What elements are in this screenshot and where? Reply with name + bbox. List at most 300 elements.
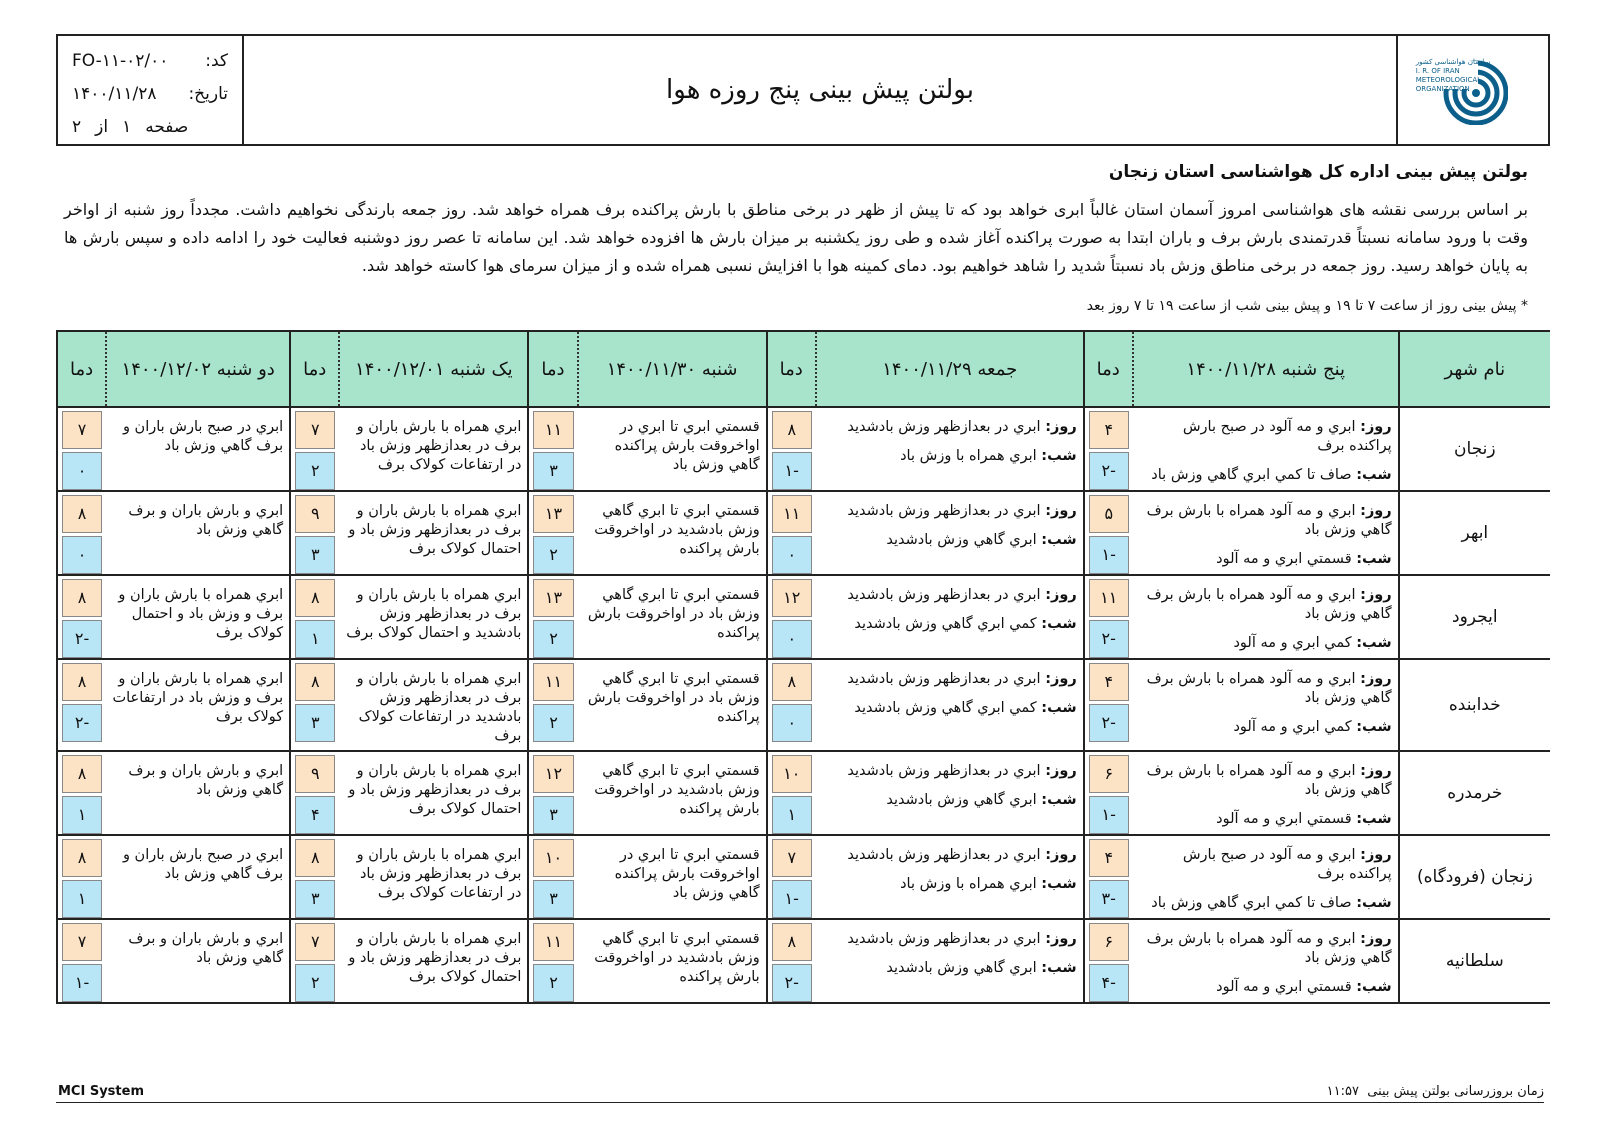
city-name: ايجرود [1399, 575, 1550, 659]
day-forecast [1139, 846, 1392, 884]
night-text: ابري همراه با وزش باد [900, 876, 1037, 892]
temperature-box [529, 920, 577, 1002]
bulletin-header [56, 34, 1550, 146]
max-temp: ۴ [1089, 663, 1129, 701]
forecast-description [339, 835, 528, 919]
night-label: شب: [1356, 551, 1392, 567]
forecast-text: ابري همراه با بارش باران و برف در بعدازظهر وزش بادشديد و احتمال كولاک برف [346, 587, 522, 641]
min-temp: ۱ [62, 796, 102, 834]
table-row [57, 919, 1550, 1003]
max-temp: ۸ [62, 755, 102, 793]
night-text: ابري گاهي وزش بادشديد [886, 792, 1037, 808]
table-row [57, 751, 1550, 835]
forecast-description [816, 751, 1084, 835]
max-temp: ۱۱ [772, 495, 812, 533]
city-name: زنجان (فرودگاه) [1399, 835, 1550, 919]
forecast-description [1133, 407, 1399, 491]
min-temp: -۱ [1089, 536, 1129, 574]
day-text: ابري در بعدازظهر وزش بادشديد [847, 847, 1041, 863]
max-temp: ۸ [772, 663, 812, 701]
temperature-cell [1084, 919, 1133, 1003]
max-temp: ۱۳ [533, 495, 573, 533]
temperature-box [1085, 836, 1133, 918]
temperature-box [58, 752, 106, 834]
day-label: روز: [1360, 847, 1392, 863]
temperature-box [58, 920, 106, 1002]
forecast-text: قسمتي ابري تا ابري گاهي وزش بادشديد در اواخروقت بارش پراکنده [594, 503, 760, 557]
city-name: خدابنده [1399, 659, 1550, 751]
forecast-description [1133, 835, 1399, 919]
min-temp: ۱ [62, 880, 102, 918]
max-temp: ۷ [62, 411, 102, 449]
forecast-text: قسمتي ابري تا ابري در اواخروقت بارش پراکنده گاهي وزش باد [614, 847, 760, 901]
max-temp: ۸ [62, 579, 102, 617]
day-label: روز: [1360, 503, 1392, 519]
temperature-cell [57, 919, 106, 1003]
city-name: خرمدره [1399, 751, 1550, 835]
temperature-box [58, 836, 106, 918]
min-temp: ۳ [295, 536, 335, 574]
night-forecast [822, 447, 1077, 466]
temperature-box [1085, 408, 1133, 490]
max-temp: ۷ [295, 411, 335, 449]
max-temp: ۵ [1089, 495, 1129, 533]
night-label: شب: [1041, 532, 1077, 548]
temperature-box [291, 576, 339, 658]
night-label: شب: [1356, 979, 1392, 995]
max-temp: ۷ [295, 923, 335, 961]
table-row [57, 491, 1550, 575]
forecast-summary: بر اساس بررسی نقشه های هواشناسی امروز آسمان استان غالباً ابری خواهد بود که تا پیش از ظهر در برخی مناطق با بارش پراکنده برف همراه خواهد شد. روز جمعه بارندگی نخواهیم داشت. مجدداً روز شنبه از اواخر وقت با ورود سامانه نسبتاً قدرتمندی بارش برف و باران ابتدا به صورت پراکنده آغاز شده و طی روز یکشنبه بر میزان بارش ها افزوده خواهد شد. این سامانه تا عصر روز دوشنبه فعالیت خود را ادامه داده و سپس بارش ها به پایان خواهد رسید. روز جمعه در برخی مناطق وزش باد نسبتاً شدید را شاهد خواهیم بود. دمای کمینه هوا با افزایش نسبی همراه شده و از میزان سرمای هوا کاسته خواهد شد. [64, 200, 1528, 275]
temperature-box [58, 576, 106, 658]
day-column-header: یک شنبه ۱۴۰۰/۱۲/۰۱ [339, 331, 528, 407]
temperature-box [529, 492, 577, 574]
night-forecast [1139, 894, 1392, 913]
temperature-cell [767, 835, 816, 919]
max-temp: ۱۱ [533, 663, 573, 701]
temperature-box [291, 752, 339, 834]
page-of: از [95, 116, 109, 137]
min-temp: ۳ [533, 452, 573, 490]
day-label: روز: [1360, 587, 1392, 603]
temp-column-header: دما [1084, 331, 1133, 407]
forecast-text: ابري همراه با بارش باران و برف و وزش باد در ارتفاعات كولاک برف [112, 671, 284, 725]
max-temp: ۷ [62, 923, 102, 961]
forecast-text: ابري همراه با بارش باران و برف در بعدازظهر وزش باد و احتمال کولاک برف [348, 931, 522, 985]
night-text: كمي ابري و مه آلود [1233, 635, 1352, 651]
temperature-cell [528, 575, 577, 659]
forecast-text: قسمتي ابري تا ابري گاهي وزش باد در اواخروقت بارش پراکنده [587, 671, 760, 725]
night-forecast [1139, 810, 1392, 829]
temperature-cell [57, 751, 106, 835]
temperature-cell [290, 491, 339, 575]
temperature-cell [528, 919, 577, 1003]
logo-line: METEOROLOGICAL [1415, 76, 1482, 84]
forecast-description [578, 659, 767, 751]
min-temp: ۱ [295, 620, 335, 658]
forecast-table [56, 330, 1550, 1004]
footer-system: MCI System [58, 1084, 144, 1099]
night-label: شب: [1041, 792, 1077, 808]
night-text: صاف تا كمي ابري گاهي وزش باد [1151, 895, 1352, 911]
day-label: روز: [1045, 763, 1077, 779]
temperature-box [1085, 660, 1133, 742]
night-text: قسمتي ابري و مه آلود [1216, 811, 1352, 827]
min-temp: ۲ [295, 964, 335, 1002]
max-temp: ۸ [772, 923, 812, 961]
max-temp: ۴ [1089, 411, 1129, 449]
bulletin-subtitle: بولتن پیش بینی اداره کل هواشناسی استان زنجان [1108, 162, 1528, 182]
table-row [57, 835, 1550, 919]
temp-column-header: دما [57, 331, 106, 407]
day-text: ابري در بعدازظهر وزش بادشديد [847, 587, 1041, 603]
night-text: كمي ابري و مه آلود [1233, 719, 1352, 735]
temperature-cell [767, 491, 816, 575]
day-text: ابري و مه آلود همراه با بارش برف گاهي وزش باد [1146, 763, 1392, 798]
logo-line: ORGANIZATION [1415, 85, 1470, 93]
min-temp: -۲ [62, 620, 102, 658]
temperature-box [291, 408, 339, 490]
city-name: ابهر [1399, 491, 1550, 575]
page-number: ۱ [122, 116, 132, 137]
day-label: روز: [1045, 503, 1077, 519]
temp-column-header: دما [528, 331, 577, 407]
city-name: سلطانيه [1399, 919, 1550, 1003]
min-temp: ۰ [62, 536, 102, 574]
forecast-description [106, 919, 290, 1003]
temperature-box [58, 660, 106, 742]
forecast-text: قسمتي ابري تا ابري گاهي وزش بادشديد در اواخروقت بارش پراکنده [594, 931, 760, 985]
max-temp: ۱۰ [772, 755, 812, 793]
max-temp: ۱۱ [1089, 579, 1129, 617]
max-temp: ۸ [295, 579, 335, 617]
temperature-cell [290, 407, 339, 491]
forecast-description [1133, 919, 1399, 1003]
max-temp: ۸ [295, 663, 335, 701]
forecast-description [816, 407, 1084, 491]
temperature-cell [528, 491, 577, 575]
header-meta [58, 36, 244, 144]
day-forecast [1139, 586, 1392, 624]
forecast-description [106, 407, 290, 491]
forecast-description [578, 835, 767, 919]
temperature-box [768, 660, 816, 742]
night-forecast [822, 615, 1077, 634]
temperature-cell [528, 751, 577, 835]
forecast-description [1133, 659, 1399, 751]
forecast-description [106, 491, 290, 575]
temperature-cell [1084, 659, 1133, 751]
temperature-box [529, 752, 577, 834]
update-time: ۱۱:۵۷ [1326, 1084, 1359, 1099]
max-temp: ۷ [772, 839, 812, 877]
max-temp: ۱۱ [533, 923, 573, 961]
forecast-description [578, 919, 767, 1003]
temperature-cell [767, 919, 816, 1003]
forecast-description [339, 407, 528, 491]
night-forecast [1139, 550, 1392, 569]
logo-text [1416, 58, 1491, 94]
max-temp: ۸ [772, 411, 812, 449]
min-temp: ۳ [295, 704, 335, 742]
temperature-cell [528, 407, 577, 491]
forecast-text: ابري و بارش باران و برف گاهي وزش باد [128, 503, 284, 538]
night-label: شب: [1041, 616, 1077, 632]
temperature-cell [290, 835, 339, 919]
temperature-cell [767, 407, 816, 491]
page-indicator [72, 117, 188, 137]
forecast-text: ابري همراه با بارش باران و برف در بعدازظهر وزش باد و احتمال کولاک برف [348, 763, 522, 817]
forecast-text: ابري و بارش باران و برف گاهي وزش باد [128, 763, 284, 798]
night-forecast [822, 959, 1077, 978]
day-forecast [822, 418, 1077, 437]
date-label: تاریخ: [188, 83, 228, 104]
min-temp: -۲ [1089, 704, 1129, 742]
temperature-box [1085, 920, 1133, 1002]
day-text: ابري در بعدازظهر وزش بادشديد [847, 763, 1041, 779]
forecast-text: ابري همراه با بارش باران و برف در بعدازظهر وزش باد در ارتفاعات کولاک برف [356, 847, 522, 901]
max-temp: ۱۲ [772, 579, 812, 617]
city-column-header: نام شهر [1399, 331, 1550, 407]
temperature-box [768, 408, 816, 490]
temperature-box [1085, 492, 1133, 574]
day-label: روز: [1360, 763, 1392, 779]
day-text: ابري و مه آلود در صبح بارش پراکنده برف [1182, 419, 1392, 454]
page-label: صفحه [145, 116, 189, 137]
min-temp: -۲ [1089, 452, 1129, 490]
temperature-cell [528, 659, 577, 751]
night-forecast [822, 699, 1077, 718]
temperature-cell [528, 835, 577, 919]
max-temp: ۶ [1089, 755, 1129, 793]
max-temp: ۱۱ [533, 411, 573, 449]
temperature-box [529, 836, 577, 918]
min-temp: ۲ [533, 704, 573, 742]
forecast-text: قسمتي ابري تا ابري گاهي وزش بادشديد در اواخروقت بارش پراکنده [594, 763, 760, 817]
day-column-header: پنج شنبه ۱۴۰۰/۱۱/۲۸ [1133, 331, 1399, 407]
day-text: ابري و مه آلود همراه با بارش برف گاهي وزش باد [1146, 931, 1392, 966]
night-text: كمي ابري گاهي وزش بادشديد [854, 616, 1037, 632]
night-label: شب: [1041, 448, 1077, 464]
forecast-description [816, 919, 1084, 1003]
day-forecast [1139, 930, 1392, 968]
min-temp: -۱ [1089, 796, 1129, 834]
day-label: روز: [1360, 931, 1392, 947]
min-temp: ۳ [533, 796, 573, 834]
day-text: ابري و مه آلود در صبح بارش پراکنده برف [1182, 847, 1392, 882]
day-column-header: دو شنبه ۱۴۰۰/۱۲/۰۲ [106, 331, 290, 407]
day-text: ابري در بعدازظهر وزش بادشديد [847, 671, 1041, 687]
temperature-cell [290, 751, 339, 835]
temperature-cell [1084, 575, 1133, 659]
day-forecast [1139, 762, 1392, 800]
update-label: زمان بروزرسانی بولتن پیش بینی [1367, 1084, 1544, 1099]
forecast-description [106, 751, 290, 835]
max-temp: ۸ [62, 663, 102, 701]
min-temp: -۴ [1089, 964, 1129, 1002]
forecast-note: * پیش بینی روز از ساعت ۷ تا ۱۹ و پیش بینی شب از ساعت ۱۹ تا ۷ روز بعد [1086, 298, 1528, 314]
table-row [57, 659, 1550, 751]
code-value: FO-۱۱-۰۲/۰۰ [72, 50, 169, 71]
day-text: ابري در بعدازظهر وزش بادشديد [847, 503, 1041, 519]
day-text: ابري و مه آلود همراه با بارش برف گاهي وزش باد [1146, 503, 1392, 538]
day-text: ابري و مه آلود همراه با بارش برف گاهي وزش باد [1146, 671, 1392, 706]
day-forecast [822, 670, 1077, 689]
day-text: ابري در بعدازظهر وزش بادشديد [847, 931, 1041, 947]
min-temp: ۳ [533, 880, 573, 918]
temperature-box [529, 408, 577, 490]
max-temp: ۸ [62, 839, 102, 877]
temperature-box [768, 752, 816, 834]
temperature-cell [57, 835, 106, 919]
temperature-cell [1084, 751, 1133, 835]
temperature-box [768, 920, 816, 1002]
temperature-cell [767, 575, 816, 659]
night-text: ابري همراه با وزش باد [900, 448, 1037, 464]
min-temp: -۲ [772, 964, 812, 1002]
max-temp: ۱۰ [533, 839, 573, 877]
min-temp: ۳ [295, 880, 335, 918]
day-text: ابري و مه آلود همراه با بارش برف گاهي وزش باد [1146, 587, 1392, 622]
day-forecast [1139, 418, 1392, 456]
min-temp: ۲ [533, 620, 573, 658]
forecast-description [339, 491, 528, 575]
city-name: زنجان [1399, 407, 1550, 491]
night-text: ابري گاهي وزش بادشديد [886, 532, 1037, 548]
min-temp: ۰ [772, 536, 812, 574]
footer-divider [56, 1102, 1544, 1103]
forecast-description [339, 751, 528, 835]
forecast-description [106, 575, 290, 659]
day-label: روز: [1045, 587, 1077, 603]
table-row [57, 575, 1550, 659]
night-forecast [822, 875, 1077, 894]
temperature-cell [1084, 491, 1133, 575]
temperature-box [58, 492, 106, 574]
temperature-box [1085, 752, 1133, 834]
night-label: شب: [1356, 895, 1392, 911]
min-temp: -۲ [62, 704, 102, 742]
min-temp: ۲ [295, 452, 335, 490]
forecast-description [816, 491, 1084, 575]
night-forecast [1139, 634, 1392, 653]
temperature-cell [57, 491, 106, 575]
forecast-text: ابري و بارش باران و برف گاهي وزش باد [128, 931, 284, 966]
day-label: روز: [1360, 671, 1392, 687]
min-temp: ۴ [295, 796, 335, 834]
temperature-box [529, 660, 577, 742]
table-row [57, 407, 1550, 491]
forecast-description [1133, 751, 1399, 835]
min-temp: ۰ [772, 620, 812, 658]
min-temp: ۱ [772, 796, 812, 834]
forecast-description [816, 659, 1084, 751]
max-temp: ۱۳ [533, 579, 573, 617]
min-temp: ۰ [772, 704, 812, 742]
organization-logo [1396, 36, 1548, 144]
temperature-cell [1084, 835, 1133, 919]
temperature-box [291, 920, 339, 1002]
temperature-box [768, 576, 816, 658]
forecast-text: ابري در صبح بارش باران و برف گاهي وزش باد [122, 419, 284, 454]
night-text: قسمتي ابري و مه آلود [1216, 551, 1352, 567]
forecast-description [578, 575, 767, 659]
day-forecast [822, 762, 1077, 781]
night-forecast [822, 531, 1077, 550]
temp-column-header: دما [767, 331, 816, 407]
page-total: ۲ [72, 116, 82, 137]
day-forecast [822, 502, 1077, 521]
night-forecast [1139, 466, 1392, 485]
max-temp: ۸ [295, 839, 335, 877]
forecast-text: ابري در صبح بارش باران و برف گاهي وزش باد [122, 847, 284, 882]
temperature-cell [57, 407, 106, 491]
night-label: شب: [1356, 719, 1392, 735]
night-forecast [822, 791, 1077, 810]
forecast-text: ابري همراه با بارش باران و برف در بعدازظهر وزش باد و احتمال کولاک برف [348, 503, 522, 557]
night-forecast [1139, 718, 1392, 737]
day-label: روز: [1045, 671, 1077, 687]
night-label: شب: [1356, 811, 1392, 827]
forecast-description [816, 575, 1084, 659]
table-header-row [57, 331, 1550, 407]
max-temp: ۴ [1089, 839, 1129, 877]
max-temp: ۹ [295, 495, 335, 533]
forecast-description [816, 835, 1084, 919]
max-temp: ۶ [1089, 923, 1129, 961]
temperature-box [291, 492, 339, 574]
temperature-box [529, 576, 577, 658]
temperature-cell [1084, 407, 1133, 491]
temperature-cell [57, 659, 106, 751]
day-column-header: جمعه ۱۴۰۰/۱۱/۲۹ [816, 331, 1084, 407]
day-text: ابري در بعدازظهر وزش بادشديد [847, 419, 1041, 435]
min-temp: ۲ [533, 964, 573, 1002]
day-column-header: شنبه ۱۴۰۰/۱۱/۳۰ [578, 331, 767, 407]
min-temp: -۱ [62, 964, 102, 1002]
day-forecast [1139, 502, 1392, 540]
forecast-text: ابري همراه با بارش باران و برف در بعدازظهر وزش باد در ارتفاعات کولاک برف [356, 419, 522, 473]
forecast-text: ابري همراه با بارش باران و برف و وزش باد و احتمال كولاک برف [118, 587, 284, 641]
forecast-text: قسمتي ابري تا ابري گاهي وزش باد در اواخروقت بارش پراکنده [587, 587, 760, 641]
forecast-description [339, 575, 528, 659]
logo-line: I. R. OF IRAN [1415, 67, 1460, 75]
day-forecast [822, 586, 1077, 605]
day-forecast [1139, 670, 1392, 708]
max-temp: ۱۲ [533, 755, 573, 793]
min-temp: -۲ [1089, 620, 1129, 658]
day-label: روز: [1045, 847, 1077, 863]
forecast-description [578, 491, 767, 575]
night-label: شب: [1041, 960, 1077, 976]
forecast-text: ابري همراه با بارش باران و برف در بعدازظهر وزش بادشديد در ارتفاعات كولاک برف [356, 671, 522, 744]
min-temp: -۱ [772, 452, 812, 490]
night-text: صاف تا كمي ابري گاهي وزش باد [1151, 467, 1352, 483]
logo-line: سازمان هواشناسی کشور [1415, 58, 1491, 66]
temperature-box [58, 408, 106, 490]
day-forecast [822, 930, 1077, 949]
temperature-cell [290, 919, 339, 1003]
footer-update [1327, 1084, 1544, 1099]
day-label: روز: [1045, 419, 1077, 435]
forecast-description [339, 919, 528, 1003]
max-temp: ۹ [295, 755, 335, 793]
temperature-box [291, 836, 339, 918]
temperature-cell [290, 659, 339, 751]
forecast-text: قسمتي ابري تا ابري در اواخروقت بارش پراکنده گاهي وزش باد [614, 419, 760, 473]
temperature-box [291, 660, 339, 742]
min-temp: ۰ [62, 452, 102, 490]
